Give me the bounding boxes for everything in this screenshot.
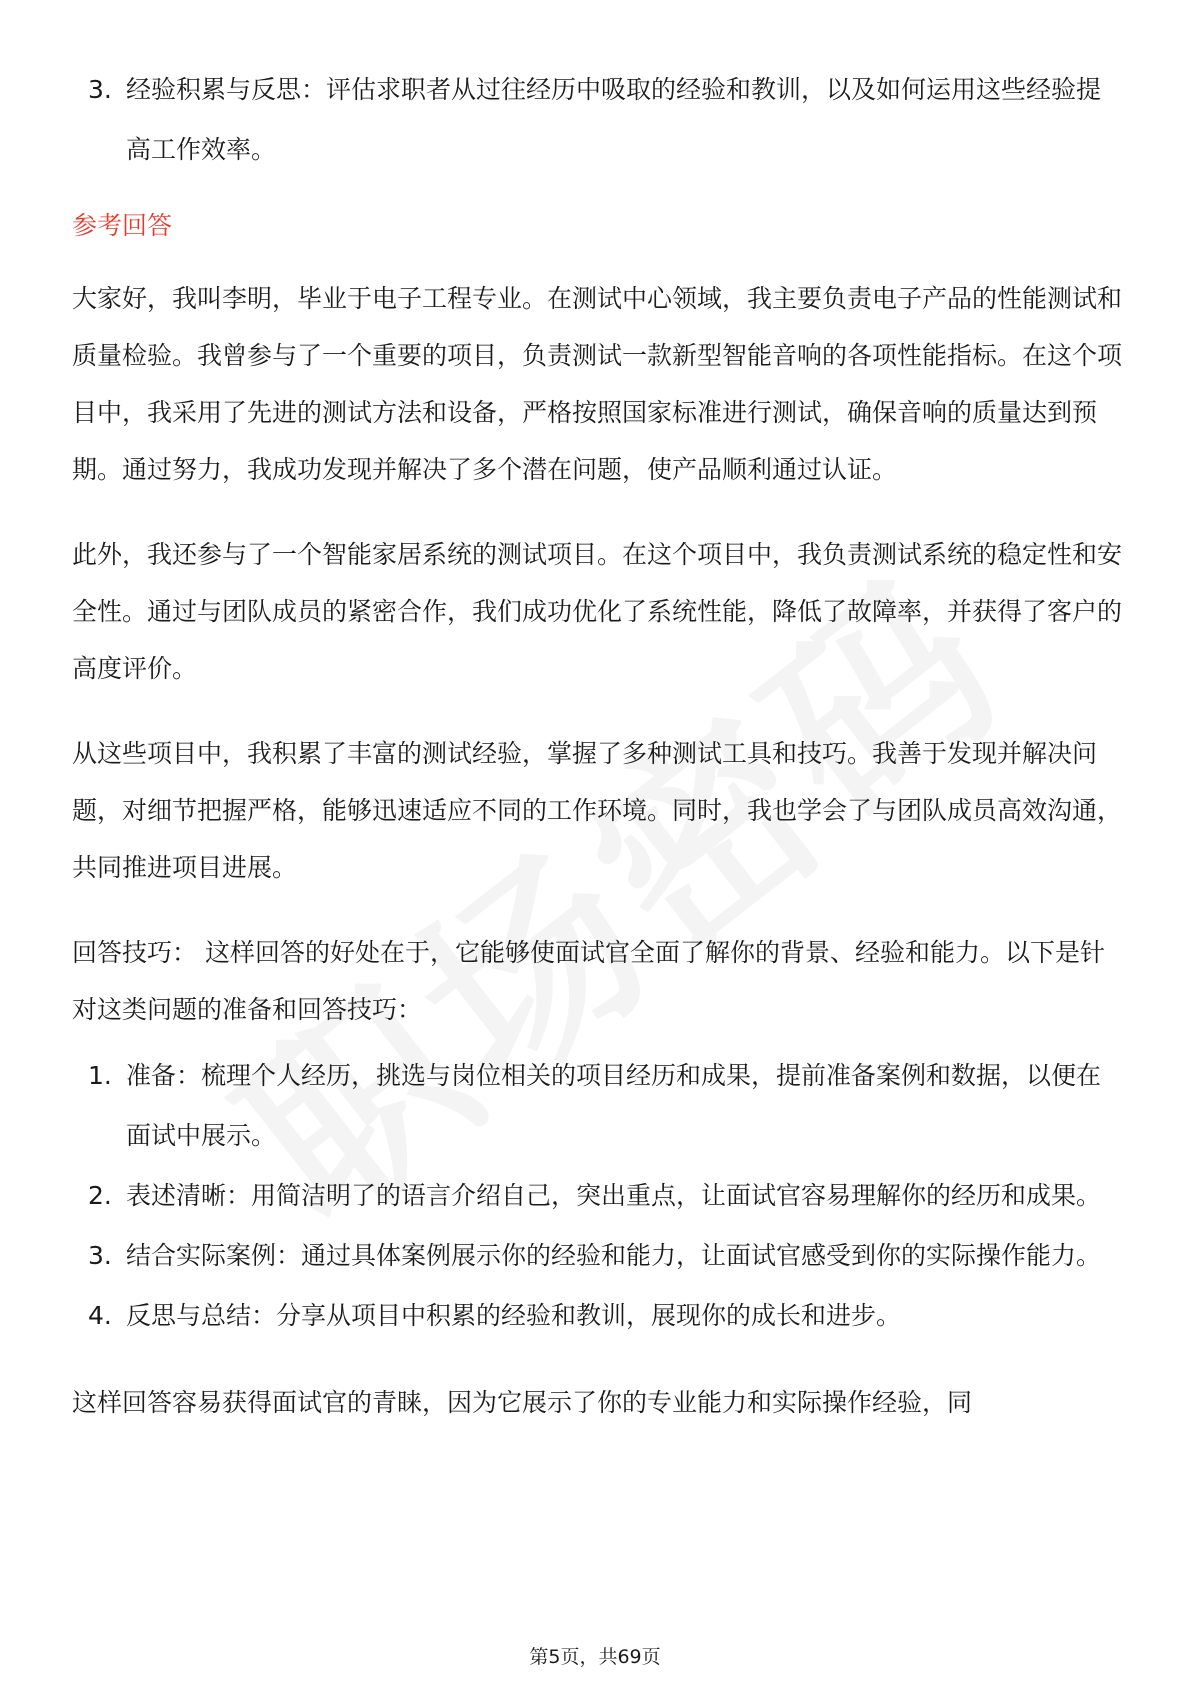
list-number: 3. xyxy=(88,75,112,104)
document-page xyxy=(72,60,1122,1431)
list-text: 结合实际案例：通过具体案例展示你的经验和能力，让面试官感受到你的实际操作能力。 xyxy=(126,1241,1102,1270)
paragraph-closing: 这样回答容易获得面试官的青睐，因为它展示了你的专业能力和实际操作经验，同 xyxy=(72,1388,973,1417)
list-number: 4. xyxy=(88,1301,112,1330)
list-item xyxy=(72,60,1122,180)
tips-list xyxy=(72,1046,1122,1346)
paragraph-intro: 大家好，我叫李明，毕业于电子工程专业。在测试中心领域，我主要负责电子产品的性能测试和质量检验。我曾参与了一个重要的项目，负责测试一款新型智能音响的各项性能指标。在这个项目中，我采用了先进的测试方法和设备，严格按照国家标准进行测试，确保音响的质量达到预期。通过努力，我成功发现并解决了多个潜在问题，使产品顺利通过认证。 xyxy=(72,284,1123,484)
paragraph-smart-home: 此外，我还参与了一个智能家居系统的测试项目。在这个项目中，我负责测试系统的稳定性和安全性。通过与团队成员的紧密合作，我们成功优化了系统性能，降低了故障率，并获得了客户的高度评价。 xyxy=(72,540,1123,683)
list-item xyxy=(72,1226,1122,1286)
list-item xyxy=(72,1166,1122,1226)
list-number: 1. xyxy=(88,1061,112,1090)
list-text: 反思与总结：分享从项目中积累的经验和教训，展现你的成长和进步。 xyxy=(126,1301,902,1330)
list-text: 准备：梳理个人经历，挑选与岗位相关的项目经历和成果，提前准备案例和数据，以便在面试中展示。 xyxy=(126,1061,1102,1150)
section-heading: 参考回答 xyxy=(72,211,173,240)
list-item xyxy=(72,1286,1122,1346)
list-item xyxy=(72,1046,1122,1166)
criteria-list xyxy=(72,60,1122,180)
paragraph-experience: 从这些项目中，我积累了丰富的测试经验，掌握了多种测试工具和技巧。我善于发现并解决问题，对细节把握严格，能够迅速适应不同的工作环境。同时，我也学会了与团队成员高效沟通，共同推进项目进展。 xyxy=(72,739,1123,882)
list-number: 3. xyxy=(88,1241,112,1270)
page-footer: 第5页，共69页 xyxy=(529,1646,661,1668)
paragraph-tips-intro: 回答技巧： 这样回答的好处在于，它能够使面试官全面了解你的背景、经验和能力。以下是针对这类问题的准备和回答技巧： xyxy=(72,938,1105,1024)
list-number: 2. xyxy=(88,1181,112,1210)
list-text: 经验积累与反思：评估求职者从过往经历中吸取的经验和教训，以及如何运用这些经验提高工作效率。 xyxy=(126,75,1102,164)
list-text: 表述清晰：用简洁明了的语言介绍自己，突出重点，让面试官容易理解你的经历和成果。 xyxy=(126,1181,1102,1210)
